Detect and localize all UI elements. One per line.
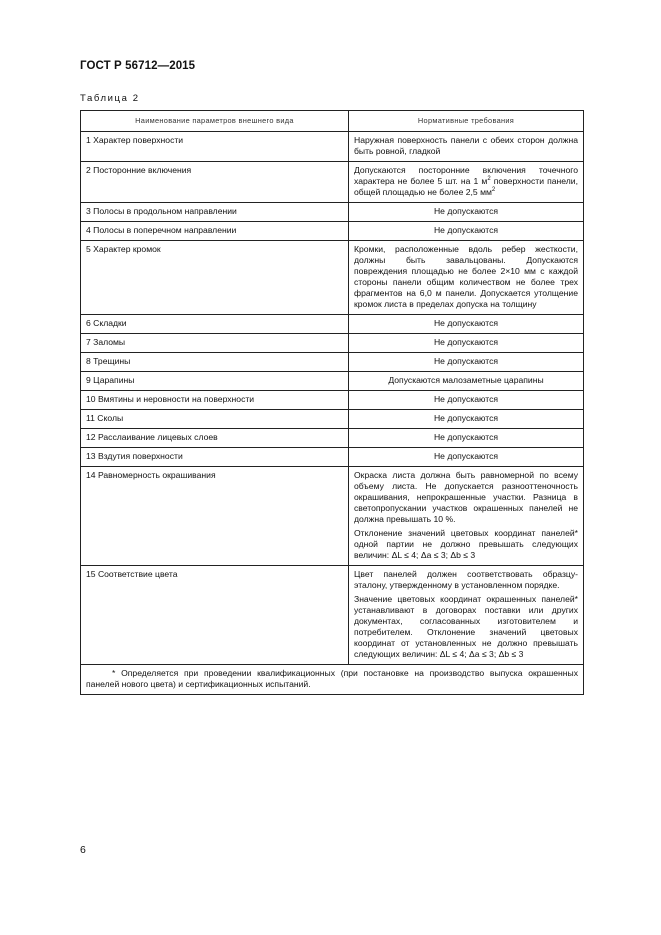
requirement-paragraph: Не допускаются	[433, 451, 499, 461]
requirement-paragraph: Не допускаются	[433, 337, 499, 347]
requirement-paragraph: Значение цветовых координат окрашенных панелей* устанавливают в договорах поставки или других документах, согласованных изготовителем и потребителем. Отклонение значений цветовых координат от установленных не должно превышать следующих величин: ΔL ≤ 4; Δa ≤ 3; Δb ≤ 3	[354, 594, 578, 659]
parameter-cell: 14 Равномерность окрашивания	[81, 467, 349, 566]
requirement-paragraph: Не допускаются	[433, 206, 499, 216]
requirement-paragraph: Отклонение значений цветовых координат панелей* одной партии не должно превышать следующих величин: ΔL ≤ 4; Δa ≤ 3; Δb ≤ 3	[354, 528, 578, 560]
requirement-paragraph: Допускаются малозаметные царапины	[388, 375, 544, 385]
requirement-cell	[349, 566, 584, 665]
requirement-paragraph: Наружная поверхность панели с обеих сторон должна быть ровной, гладкой	[354, 135, 578, 156]
table-row	[81, 132, 584, 162]
table-row	[81, 429, 584, 448]
requirement-paragraph: Не допускаются	[433, 394, 499, 404]
table-row	[81, 334, 584, 353]
column-header-requirements: Нормативные требования	[349, 111, 584, 132]
table-row	[81, 222, 584, 241]
table-row	[81, 410, 584, 429]
parameter-cell: 8 Трещины	[81, 353, 349, 372]
table-footnote	[81, 665, 584, 695]
table-row	[81, 448, 584, 467]
requirement-cell	[349, 391, 584, 410]
requirement-cell	[349, 410, 584, 429]
table-header-row	[81, 111, 584, 132]
parameter-cell: 12 Расслаивание лицевых слоев	[81, 429, 349, 448]
parameter-cell: 2 Посторонние включения	[81, 162, 349, 203]
parameter-cell: 4 Полосы в поперечном направлении	[81, 222, 349, 241]
table-row	[81, 241, 584, 315]
table-row	[81, 391, 584, 410]
table-row	[81, 566, 584, 665]
table-row	[81, 353, 584, 372]
table-row	[81, 162, 584, 203]
requirement-paragraph: Кромки, расположенные вдоль ребер жесткости, должны быть завальцованы. Допускаются повреждения площадью не более 2×10 мм с каждой стороны панели общим количеством не более трех фрагментов на 6,0 м панели. Допускается утолщение кромок листа в пределах допуска на толщину	[354, 244, 578, 309]
footnote-text: * Определяется при проведении квалификационных (при постановке на производство выпуска окрашенных панелей нового цвета) и сертификационных испытаний.	[86, 668, 578, 689]
column-header-parameter: Наименование параметров внешнего вида	[81, 111, 349, 132]
table-row	[81, 203, 584, 222]
requirement-paragraph: Цвет панелей должен соответствовать образцу-эталону, утвержденному в установленном порядке.	[354, 569, 578, 590]
requirement-cell	[349, 334, 584, 353]
document-code: ГОСТ Р 56712—2015	[80, 60, 196, 72]
parameter-cell: 5 Характер кромок	[81, 241, 349, 315]
requirement-paragraph: Допускаются посторонние включения точечного характера не более 5 шт. на 1 $м^2$ поверхности панели, общей площадью не более 2,5 $мм^2$	[354, 165, 578, 197]
requirement-paragraph: Окраска листа должна быть равномерной по всему объему листа. Не допускается разнооттеночность окрашивания, непрокрашенные участки. Разница в светопропускании участков окрашенных панелей не должна превышать 10 %.	[354, 470, 578, 524]
requirement-paragraph: Не допускаются	[433, 225, 499, 235]
requirement-cell	[349, 315, 584, 334]
parameter-cell: 7 Заломы	[81, 334, 349, 353]
requirements-table	[80, 110, 584, 695]
requirement-cell	[349, 203, 584, 222]
requirement-cell	[349, 448, 584, 467]
requirement-paragraph: Не допускаются	[433, 356, 499, 366]
parameter-cell: 6 Складки	[81, 315, 349, 334]
table-row	[81, 315, 584, 334]
requirement-cell	[349, 372, 584, 391]
table-row	[81, 372, 584, 391]
requirement-cell	[349, 162, 584, 203]
requirement-paragraph: Не допускаются	[433, 318, 499, 328]
requirement-cell	[349, 132, 584, 162]
table-row	[81, 467, 584, 566]
requirement-cell	[349, 241, 584, 315]
table-footnote-row	[81, 665, 584, 695]
parameter-cell: 11 Сколы	[81, 410, 349, 429]
requirement-paragraph: Не допускаются	[433, 432, 499, 442]
table-body	[81, 132, 584, 665]
parameter-cell: 9 Царапины	[81, 372, 349, 391]
parameter-cell: 10 Вмятины и неровности на поверхности	[81, 391, 349, 410]
requirement-paragraph: Не допускаются	[433, 413, 499, 423]
parameter-cell: 1 Характер поверхности	[81, 132, 349, 162]
parameter-cell: 3 Полосы в продольном направлении	[81, 203, 349, 222]
requirement-cell	[349, 467, 584, 566]
requirement-cell	[349, 429, 584, 448]
page-number: 6	[80, 844, 86, 856]
requirement-cell	[349, 222, 584, 241]
requirement-cell	[349, 353, 584, 372]
parameter-cell: 13 Вздутия поверхности	[81, 448, 349, 467]
parameter-cell: 15 Соответствие цвета	[81, 566, 349, 665]
table-caption: Таблица 2	[80, 93, 140, 104]
